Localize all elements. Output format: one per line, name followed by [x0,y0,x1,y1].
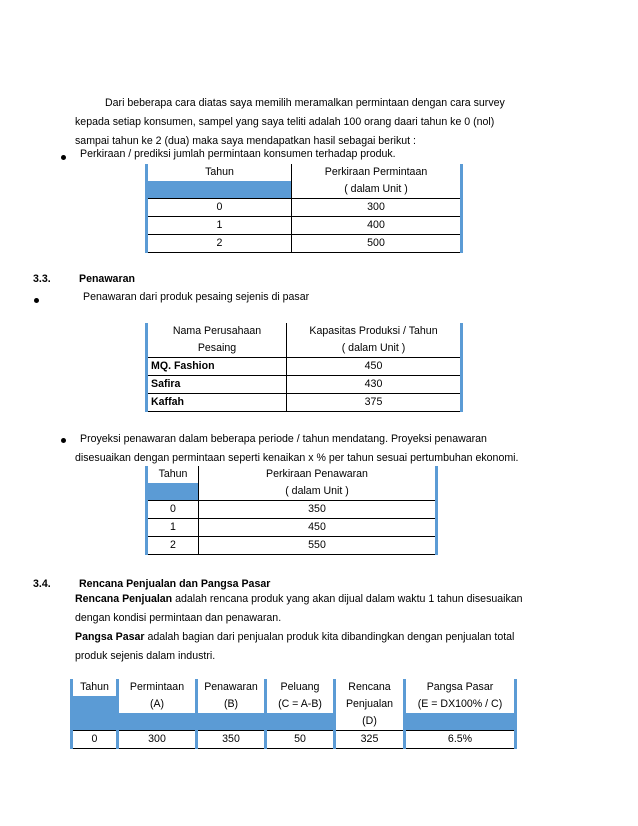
section-3-4-body [75,590,563,666]
table4-header-penawaran-sub: (B) [197,696,266,713]
table4-header-permintaan: Permintaan [118,679,197,696]
bullet-1-text: Perkiraan / prediksi jumlah permintaan konsumen terhadap produk. [80,148,396,160]
table2-cell: Kaffah [147,394,287,412]
table4-cell: 50 [266,731,335,749]
section-3-4-number: 3.4. [33,578,51,590]
table1-cell: 300 [292,199,462,217]
section-3-3-title: Penawaran [79,273,135,285]
table2-header-nama: Nama Perusahaan [147,323,287,340]
table4-header-penawaran: Penawaran [197,679,266,696]
pangsa-pasar-line-1 [75,628,563,647]
table1-header-permintaan: Perkiraan Permintaan [292,164,462,181]
table2-header-kapasitas: Kapasitas Produksi / Tahun [287,323,462,340]
table4-header-rencana: Rencana [335,679,405,696]
table-row [147,235,462,253]
table2-cell: MQ. Fashion [147,358,287,376]
table2-cell: 430 [287,376,462,394]
table3-header-unit: ( dalam Unit ) [199,483,437,501]
table-row [147,358,462,376]
table-row [72,731,516,749]
table-row [147,537,437,555]
table-pangsa-pasar [70,679,517,749]
section-3-4-title: Rencana Penjualan dan Pangsa Pasar [79,578,271,590]
table2-header-pesaing: Pesaing [147,340,287,358]
bullet-3-line-1: Proyeksi penawaran dalam beberapa periode / tahun mendatang. Proyeksi penawaran [80,433,487,445]
table2-header-unit: ( dalam Unit ) [287,340,462,358]
table4-cell: 350 [197,731,266,749]
table1-cell: 1 [147,217,292,235]
bullet-3-line-2: disesuaikan dengan permintaan seperti kenaikan x % per tahun sesuai pertumbuhan ekonomi. [75,452,519,464]
table4-header-peluang: Peluang [266,679,335,696]
table2-cell: 450 [287,358,462,376]
table3-cell: 1 [147,519,199,537]
table1-cell: 500 [292,235,462,253]
rencana-penjualan-def: adalah rencana produk yang akan dijual dalam waktu 1 tahun disesuaikan [172,593,523,605]
section-3-3-number: 3.3. [33,273,51,285]
rencana-penjualan-line-2: dengan kondisi permintaan dan penawaran. [75,612,282,624]
table1-cell: 2 [147,235,292,253]
pangsa-pasar-def: adalah bagian dari penjualan produk kita dibandingkan dengan penjualan total [144,631,515,643]
table1-cell: 400 [292,217,462,235]
table3-cell: 2 [147,537,199,555]
table-row [147,519,437,537]
rencana-penjualan-line-1 [75,590,563,609]
table-row [147,217,462,235]
table1-header-tahun: Tahun [147,164,292,181]
table4-header-peluang-sub: (C = A-B) [266,696,335,713]
table3-cell: 450 [199,519,437,537]
bullet-3-text [75,430,563,468]
table1-cell: 0 [147,199,292,217]
table1-header-unit: ( dalam Unit ) [292,181,462,199]
bullet-2-text: Penawaran dari produk pesaing sejenis di pasar [83,291,310,303]
table-row [147,199,462,217]
table4-cell: 0 [72,731,118,749]
table4-header-rencana-sub: Penjualan [335,696,405,713]
table4-cell: 300 [118,731,197,749]
table-row [147,501,437,519]
table2-cell: 375 [287,394,462,412]
table-pesaing [145,323,463,412]
table4-header-tahun: Tahun [72,679,118,696]
table3-header-penawaran: Perkiraan Penawaran [199,466,437,483]
table-permintaan [145,164,463,253]
bullet-dot [61,438,66,443]
rencana-penjualan-term: Rencana Penjualan [75,593,173,605]
table3-header-tahun: Tahun [147,466,199,483]
table3-cell: 350 [199,501,437,519]
pangsa-pasar-term: Pangsa Pasar [75,631,145,643]
pangsa-pasar-line-2: produk sejenis dalam industri. [75,650,216,662]
table3-cell: 0 [147,501,199,519]
table4-cell: 6.5% [405,731,516,749]
table4-header-pangsa-sub: (E = DX100% / C) [405,696,516,713]
table-row [147,394,462,412]
table-row [147,376,462,394]
table4-header-pangsa: Pangsa Pasar [405,679,516,696]
intro-line-1: Dari beberapa cara diatas saya memilih meramalkan permintaan dengan cara survey [105,97,505,109]
intro-line-2: kepada setiap konsumen, sampel yang saya teliti adalah 100 orang daari tahun ke 0 (nol) [75,116,495,128]
intro-line-3: sampai tahun ke 2 (dua) maka saya mendapatkan hasil sebagai berikut : [75,135,416,147]
table2-cell: Safira [147,376,287,394]
table4-header-rencana-sub2: (D) [335,713,405,731]
bullet-dot [61,155,66,160]
table-penawaran [145,466,438,555]
table4-cell: 325 [335,731,405,749]
bullet-dot [34,298,39,303]
intro-paragraph [75,94,563,151]
table3-cell: 550 [199,537,437,555]
table4-header-permintaan-sub: (A) [118,696,197,713]
